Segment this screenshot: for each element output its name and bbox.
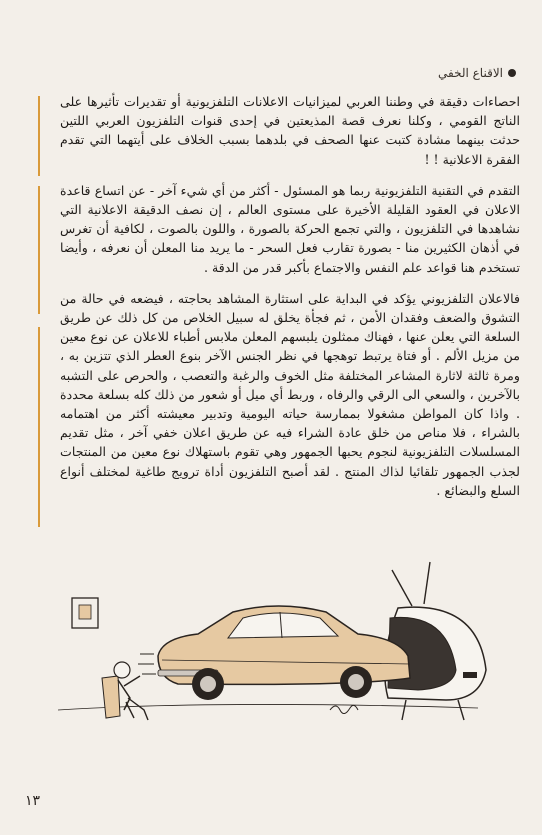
section-header [438, 66, 516, 80]
margin-accent-bar-2 [38, 186, 40, 314]
margin-accent-bar-1 [38, 96, 40, 176]
margin-accent-bar-3 [38, 327, 40, 527]
car-from-television-illustration [58, 560, 488, 730]
body-text [60, 92, 520, 512]
motion-lines [138, 654, 156, 674]
paragraph-3: فالاعلان التلفزيوني يؤكد في البداية على استثارة المشاهد بحاجته ، فيضعه في حالة من التشوق والضعف وفقدان الأمن ، ثم فجأة يخلق له سبيل الخلاص من كل ذلك عن طريق السلعة التي يعلن عنها ، فهناك ممثلون يلبسهم المعلن ملابس أطباء للاعلان عن نوع معين من مزيل الألم . أو فتاة يرتبط توهجها في نظر الجنس الآخر بنوع العطر الذي تتزين به ، ومرة ثالثة لاثارة المشاعر المختلفة مثل الخوف والرغبة والتعصب ، والحرص على التشبه بالآخرين ، والسعي الى الرقي والرفاه ، وربط أي ميل أو شعور من ذلك كله بسلعة محددة . واذا كان المواطن مشغولا بممارسة حياته اليومية وتدبير معيشته أكثر من اهتمامه بالشراء ، فلا مناص من خلق عادة الشراء فيه عن طريق اعلان خفي آخر ، مثل تقديم المسلسلات التلفزيونية لنجوم يحبها الجمهور وهي تقوم باستهلاك نوع معين من المنتجات لجذب الجمهور تلقائيا لذاك المنتج . لقد أصبح التلفزيون أداة ترويج طاغية لمختلف أنواع السلع والبضائع . [60, 290, 520, 498]
frightened-man-icon [102, 662, 148, 720]
wall-picture-icon [72, 598, 98, 628]
television-icon [385, 562, 486, 720]
car-icon [158, 606, 410, 700]
page-number: ١٣ [25, 793, 41, 809]
paragraph-2: التقدم في التقنية التلفزيونية ربما هو المسئول - أكثر من أي شيء آخر - عن اتساع قاعدة الاعلان في العقود القليلة الأخيرة على مستوى العالم ، إن نصف الدقيقة الاعلانية التي نشاهدها في التلفزيون ، والتي تجمع الحركة بالصورة ، واللون بالصوت ، لكافية أن تغرس في أذهان الكثيرين منا - بصورة تقارب فعل السحر - ما يريد منا المعلن أن نعرفه ، وأيضا تستخدم هنا قواعد علم النفس والاجتماع بأكبر قدر من الدقة . [60, 182, 520, 275]
section-title: الاقناع الخفي [438, 66, 503, 80]
floor-line [58, 704, 478, 710]
bullet-icon [508, 69, 516, 77]
artist-signature [330, 705, 358, 713]
paragraph-1: احصاءات دقيقة في وطننا العربي لميزانيات الاعلانات التلفزيونية أو تقديرات تأثيرها على الناتج القومي ، وكلنا نعرف قصة المذيعتين في إحدى قنوات التلفزيون العربي اللتين حدثت بينهما مشادة كتبت عنها الصحف في بلدهما بسبب الخلاف على أيتهما التي تقدم الفقرة الاعلانية ! ! [60, 94, 520, 167]
